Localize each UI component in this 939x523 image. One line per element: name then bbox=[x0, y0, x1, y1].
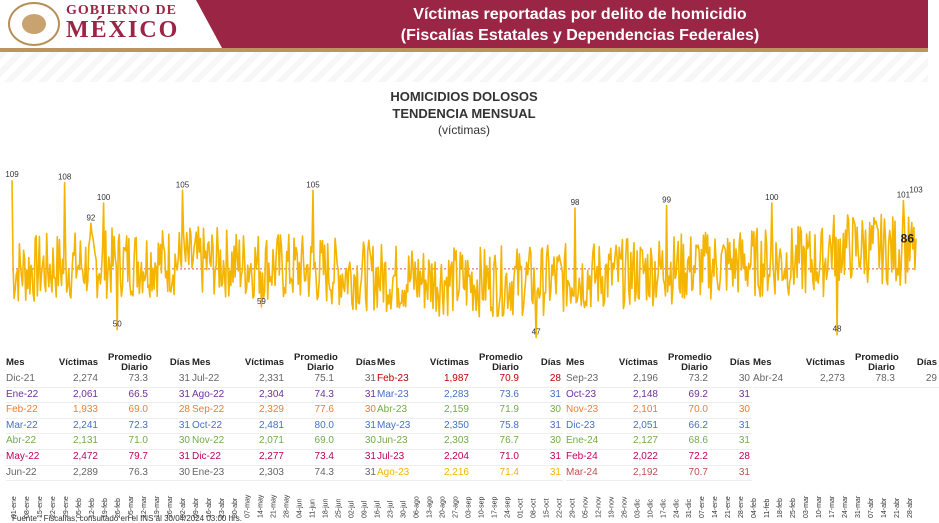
x-tick-label: 24-mar bbox=[842, 495, 850, 518]
cell-promedio: 78.3 bbox=[875, 373, 895, 384]
cell-promedio: 79.7 bbox=[128, 450, 148, 462]
cell-victimas: 2,481 bbox=[258, 419, 284, 431]
cell-victimas: 2,216 bbox=[443, 466, 469, 478]
header-victimas: Víctimas bbox=[805, 357, 845, 368]
cell-promedio: 77.6 bbox=[314, 404, 334, 416]
cell-promedio: 72.3 bbox=[128, 419, 148, 431]
source-footnote: Fuente : Fiscalías, consultado en el INS al 30/04/2024 03:00 hrs. bbox=[12, 514, 242, 523]
table-row bbox=[377, 466, 563, 482]
x-tick-label: 22-oct bbox=[556, 498, 564, 518]
cell-victimas: 2,061 bbox=[72, 388, 98, 400]
table-row bbox=[566, 466, 752, 482]
cell-mes: May-23 bbox=[377, 419, 411, 431]
x-tick-label: 03-dic bbox=[634, 498, 642, 518]
cell-promedio: 70.9 bbox=[499, 373, 519, 384]
cell-victimas: 1,987 bbox=[443, 373, 469, 384]
header-mes: Mes bbox=[6, 357, 25, 368]
cell-promedio: 66.5 bbox=[128, 388, 148, 400]
table-row bbox=[6, 403, 192, 419]
table-row bbox=[6, 388, 192, 404]
cell-mes: Ago-23 bbox=[377, 466, 410, 478]
header-dias: Días bbox=[540, 357, 561, 368]
cell-mes: Feb-22 bbox=[6, 404, 38, 416]
header-promedio: Promedio Diario bbox=[294, 352, 338, 373]
cell-promedio: 69.0 bbox=[314, 435, 334, 447]
x-tick-label: 06-ago bbox=[413, 496, 421, 518]
x-tick-label: 05-nov bbox=[582, 496, 590, 518]
cell-mes: Abr-23 bbox=[377, 404, 408, 416]
table-row bbox=[6, 372, 192, 388]
table-row bbox=[192, 419, 378, 435]
cell-mes: Mar-24 bbox=[566, 466, 598, 478]
x-tick-label: 13-ago bbox=[426, 496, 434, 518]
cell-dias: 31 bbox=[549, 450, 561, 462]
table-row bbox=[566, 388, 752, 404]
cell-victimas: 2,331 bbox=[258, 373, 284, 384]
x-tick-label: 26-feb bbox=[114, 498, 122, 518]
x-tick-label: 14-ene bbox=[712, 496, 720, 518]
cell-victimas: 2,277 bbox=[258, 450, 284, 462]
x-tick-label: 10-dic bbox=[647, 498, 655, 518]
cell-dias: 31 bbox=[738, 388, 750, 400]
cell-victimas: 1,933 bbox=[72, 404, 98, 416]
cell-mes: Jul-22 bbox=[192, 373, 220, 384]
table-header bbox=[753, 353, 939, 372]
cell-promedio: 71.9 bbox=[499, 404, 519, 416]
cell-victimas: 2,051 bbox=[632, 419, 658, 431]
cell-promedio: 74.3 bbox=[314, 466, 334, 478]
cell-dias: 30 bbox=[738, 373, 750, 384]
cell-dias: 30 bbox=[549, 404, 561, 416]
x-tick-label: 21-may bbox=[270, 494, 278, 518]
x-tick-label: 19-mar bbox=[153, 495, 161, 518]
table-row bbox=[377, 419, 563, 435]
header-dias: Días bbox=[355, 357, 376, 368]
cell-victimas: 2,289 bbox=[72, 466, 98, 478]
x-tick-label: 12-mar bbox=[140, 495, 148, 518]
header-promedio: Promedio Diario bbox=[668, 352, 712, 373]
cell-promedio: 73.2 bbox=[688, 373, 708, 384]
header-mes: Mes bbox=[753, 357, 772, 368]
cell-dias: 31 bbox=[549, 466, 561, 478]
x-tick-label: 09-abr bbox=[192, 497, 200, 518]
x-tick-label: 26-mar bbox=[166, 495, 174, 518]
x-tick-label: 30-abr bbox=[231, 497, 239, 518]
header-mes: Mes bbox=[566, 357, 585, 368]
x-tick-label: 05-mar bbox=[127, 495, 135, 518]
x-tick-label: 28-may bbox=[283, 494, 291, 518]
cell-dias: 28 bbox=[549, 373, 561, 384]
table-row bbox=[566, 434, 752, 450]
cell-mes: Mar-22 bbox=[6, 419, 38, 431]
cell-mes: Ene-22 bbox=[6, 388, 39, 400]
x-tick-label: 31-dic bbox=[686, 498, 694, 518]
cell-victimas: 2,303 bbox=[258, 466, 284, 478]
cell-promedio: 74.3 bbox=[314, 388, 334, 400]
x-tick-label: 09-jul bbox=[361, 500, 369, 518]
cell-victimas: 2,241 bbox=[72, 419, 98, 431]
x-tick-label: 03-sep bbox=[465, 496, 473, 518]
table-header bbox=[377, 353, 563, 372]
x-tick-label: 15-ene bbox=[36, 496, 44, 518]
x-tick-label: 05-feb bbox=[75, 498, 83, 518]
cell-victimas: 2,283 bbox=[443, 388, 469, 400]
month-table bbox=[566, 353, 752, 481]
table-row bbox=[377, 434, 563, 450]
x-tick-label: 12-feb bbox=[88, 498, 96, 518]
table-row bbox=[566, 450, 752, 466]
table-row bbox=[566, 419, 752, 435]
cell-mes: May-22 bbox=[6, 450, 40, 462]
page-title-line2: (Fiscalías Estatales y Dependencias Federales) bbox=[400, 27, 760, 44]
series-line bbox=[12, 180, 916, 337]
table-row bbox=[6, 466, 192, 482]
cell-dias: 30 bbox=[178, 466, 190, 478]
header-victimas: Víctimas bbox=[244, 357, 284, 368]
cell-dias: 31 bbox=[738, 419, 750, 431]
x-tick-label: 22-ene bbox=[49, 496, 57, 518]
header-dias: Días bbox=[729, 357, 750, 368]
x-tick-label: 02-jul bbox=[348, 500, 356, 518]
cell-dias: 30 bbox=[364, 404, 376, 416]
data-label: 98 bbox=[570, 198, 580, 208]
x-tick-label: 28-ene bbox=[738, 496, 746, 518]
cell-dias: 31 bbox=[364, 450, 376, 462]
data-label: 47 bbox=[531, 327, 541, 337]
x-tick-label: 26-nov bbox=[621, 496, 629, 518]
cell-promedio: 68.6 bbox=[688, 435, 708, 447]
x-tick-label: 24-dic bbox=[673, 498, 681, 518]
cell-mes: Sep-23 bbox=[566, 373, 599, 384]
x-tick-label: 14-abr bbox=[881, 497, 889, 518]
table-row bbox=[377, 450, 563, 466]
chart-title: HOMICIDIOS DOLOSOS bbox=[390, 89, 538, 104]
cell-dias: 31 bbox=[364, 388, 376, 400]
cell-mes: Feb-24 bbox=[566, 450, 598, 462]
end-value-label: 86 bbox=[900, 231, 914, 246]
x-tick-label: 15-oct bbox=[543, 498, 551, 518]
x-tick-label: 23-jul bbox=[387, 500, 395, 518]
cell-victimas: 2,071 bbox=[258, 435, 284, 447]
cell-dias: 28 bbox=[738, 450, 750, 462]
cell-promedio: 76.7 bbox=[499, 435, 519, 447]
table-row bbox=[192, 388, 378, 404]
cell-victimas: 2,204 bbox=[443, 450, 469, 462]
logo-line1: GOBIERNO DE bbox=[66, 3, 177, 18]
month-table bbox=[6, 353, 192, 481]
chart-subtitle: TENDENCIA MENSUAL bbox=[392, 106, 536, 121]
cell-victimas: 2,273 bbox=[819, 373, 845, 384]
table-row bbox=[192, 450, 378, 466]
data-label: 92 bbox=[86, 213, 96, 223]
cell-mes: Mar-23 bbox=[377, 388, 409, 400]
x-tick-label: 11-jun bbox=[309, 499, 317, 518]
data-label: 105 bbox=[306, 180, 320, 190]
cell-mes: Jul-23 bbox=[377, 450, 405, 462]
data-label: 50 bbox=[112, 319, 122, 329]
header-victimas: Víctimas bbox=[58, 357, 98, 368]
header-mes: Mes bbox=[377, 357, 396, 368]
x-tick-label: 12-nov bbox=[595, 496, 603, 518]
table-header bbox=[192, 353, 378, 372]
cell-mes: Oct-22 bbox=[192, 419, 223, 431]
cell-mes: Dic-21 bbox=[6, 373, 35, 384]
cell-promedio: 71.0 bbox=[128, 435, 148, 447]
cell-mes: Nov-23 bbox=[566, 404, 599, 416]
cell-promedio: 73.3 bbox=[128, 373, 148, 384]
x-tick-label: 10-mar bbox=[816, 495, 824, 518]
header-victimas: Víctimas bbox=[618, 357, 658, 368]
cell-victimas: 2,274 bbox=[72, 373, 98, 384]
data-label: 48 bbox=[832, 324, 842, 334]
x-tick-label: 04-jun bbox=[296, 498, 304, 518]
header-dias: Días bbox=[916, 357, 937, 368]
x-tick-label: 19-feb bbox=[101, 498, 109, 518]
chart-unit: (víctimas) bbox=[438, 123, 490, 137]
data-label: 100 bbox=[96, 193, 111, 202]
x-tick-label: 07-ene bbox=[699, 496, 707, 518]
cell-dias: 31 bbox=[178, 419, 190, 431]
x-tick-label: 30-jul bbox=[400, 500, 408, 518]
x-tick-label: 08-ene bbox=[23, 496, 31, 518]
cell-mes: Abr-22 bbox=[6, 435, 37, 447]
table-row bbox=[6, 434, 192, 450]
cell-dias: 31 bbox=[364, 466, 376, 478]
table-row bbox=[192, 434, 378, 450]
cell-dias: 30 bbox=[178, 435, 190, 447]
table-row bbox=[566, 372, 752, 388]
cell-promedio: 76.3 bbox=[128, 466, 148, 478]
page-title-line1: Víctimas reportadas por delito de homicidio bbox=[413, 6, 747, 23]
x-tick-label: 25-jun bbox=[335, 498, 343, 518]
cell-mes: Sep-22 bbox=[192, 404, 225, 416]
cell-promedio: 72.2 bbox=[688, 450, 708, 462]
x-tick-label: 29-oct bbox=[569, 498, 577, 518]
cell-promedio: 70.0 bbox=[688, 404, 708, 416]
cell-promedio: 69.0 bbox=[128, 404, 148, 416]
x-tick-label: 07-abr bbox=[868, 497, 876, 518]
cell-dias: 31 bbox=[364, 373, 376, 384]
cell-promedio: 70.7 bbox=[688, 466, 708, 478]
cell-victimas: 2,101 bbox=[632, 404, 658, 416]
cell-promedio: 71.4 bbox=[499, 466, 519, 478]
x-tick-label: 02-abr bbox=[179, 497, 187, 518]
cell-mes: Abr-24 bbox=[753, 373, 784, 384]
table-row bbox=[377, 372, 563, 388]
cell-dias: 29 bbox=[925, 373, 937, 384]
x-tick-label: 16-jul bbox=[374, 500, 382, 518]
cell-dias: 30 bbox=[549, 435, 561, 447]
x-tick-label: 20-ago bbox=[439, 496, 447, 518]
cell-victimas: 2,472 bbox=[72, 450, 98, 462]
table-row bbox=[753, 372, 939, 388]
cell-victimas: 2,159 bbox=[443, 404, 469, 416]
x-tick-label: 17-dic bbox=[660, 498, 668, 518]
cell-dias: 31 bbox=[738, 466, 750, 478]
x-tick-label: 29-ene bbox=[62, 496, 70, 518]
x-tick-label: 28-abr bbox=[907, 497, 914, 518]
x-tick-label: 01-ene bbox=[11, 496, 18, 518]
cell-mes: Ene-24 bbox=[566, 435, 599, 447]
data-label: 109 bbox=[5, 170, 19, 180]
cell-dias: 31 bbox=[738, 435, 750, 447]
cell-dias: 31 bbox=[178, 450, 190, 462]
header-dias: Días bbox=[169, 357, 190, 368]
x-tick-label: 14-may bbox=[257, 494, 265, 518]
cell-mes: Nov-22 bbox=[192, 435, 225, 447]
x-tick-label: 16-abr bbox=[205, 497, 213, 518]
x-tick-label: 03-mar bbox=[803, 495, 811, 518]
x-tick-label: 18-feb bbox=[777, 498, 785, 518]
x-tick-label: 17-sep bbox=[491, 496, 499, 518]
cell-victimas: 2,192 bbox=[632, 466, 658, 478]
x-tick-label: 10-sep bbox=[478, 496, 486, 518]
x-tick-label: 11-feb bbox=[764, 498, 772, 518]
table-row bbox=[192, 466, 378, 482]
header-promedio: Promedio Diario bbox=[108, 352, 152, 373]
data-label: 100 bbox=[765, 193, 779, 202]
table-row bbox=[6, 419, 192, 435]
cell-victimas: 2,022 bbox=[632, 450, 658, 462]
x-tick-label: 19-nov bbox=[608, 496, 616, 518]
x-tick-label: 08-oct bbox=[530, 498, 538, 518]
cell-mes: Dic-23 bbox=[566, 419, 595, 431]
cell-promedio: 75.8 bbox=[499, 419, 519, 431]
table-row bbox=[377, 388, 563, 404]
x-tick-label: 18-jun bbox=[322, 498, 330, 518]
cell-victimas: 2,303 bbox=[443, 435, 469, 447]
x-tick-label: 25-feb bbox=[790, 498, 798, 518]
cell-promedio: 69.2 bbox=[688, 388, 708, 400]
header-mes: Mes bbox=[192, 357, 211, 368]
cell-dias: 31 bbox=[364, 419, 376, 431]
cell-dias: 31 bbox=[549, 419, 561, 431]
table-header bbox=[566, 353, 752, 372]
table-row bbox=[192, 403, 378, 419]
cell-mes: Ago-22 bbox=[192, 388, 225, 400]
cell-promedio: 71.0 bbox=[499, 450, 519, 462]
cell-mes: Jun-23 bbox=[377, 435, 408, 447]
x-tick-label: 07-may bbox=[244, 494, 252, 518]
x-tick-label: 24-sep bbox=[504, 496, 512, 518]
data-label: 103 bbox=[909, 185, 923, 195]
cell-mes: Jun-22 bbox=[6, 466, 37, 478]
data-label: 59 bbox=[256, 296, 266, 306]
cell-victimas: 2,196 bbox=[632, 373, 658, 384]
x-tick-label: 04-feb bbox=[751, 498, 759, 518]
cell-victimas: 2,350 bbox=[443, 419, 469, 431]
cell-dias: 28 bbox=[178, 404, 190, 416]
cell-dias: 31 bbox=[178, 388, 190, 400]
cell-promedio: 73.4 bbox=[314, 450, 334, 462]
cell-victimas: 2,148 bbox=[632, 388, 658, 400]
logo-line2: MÉXICO bbox=[66, 17, 180, 43]
x-tick-label: 21-abr bbox=[894, 497, 902, 518]
x-tick-label: 27-ago bbox=[452, 496, 460, 518]
cell-promedio: 66.2 bbox=[688, 419, 708, 431]
data-label: 105 bbox=[175, 180, 190, 190]
cell-victimas: 2,304 bbox=[258, 388, 284, 400]
header-victimas: Víctimas bbox=[429, 357, 469, 368]
data-label: 108 bbox=[57, 172, 72, 182]
header-promedio: Promedio Diario bbox=[855, 352, 899, 373]
table-row bbox=[192, 372, 378, 388]
header-promedio: Promedio Diario bbox=[479, 352, 523, 373]
cell-dias: 30 bbox=[738, 404, 750, 416]
cell-mes: Oct-23 bbox=[566, 388, 597, 400]
cell-promedio: 80.0 bbox=[314, 419, 334, 431]
cell-victimas: 2,127 bbox=[632, 435, 658, 447]
x-tick-label: 23-abr bbox=[218, 497, 226, 518]
data-label: 101 bbox=[896, 190, 911, 200]
x-tick-label: 21-ene bbox=[725, 496, 733, 518]
month-table bbox=[377, 353, 563, 481]
cell-mes: Dic-22 bbox=[192, 450, 221, 462]
month-table bbox=[753, 353, 939, 388]
x-tick-label: 31-mar bbox=[855, 495, 863, 518]
x-tick-label: 17-mar bbox=[829, 495, 837, 518]
table-row bbox=[377, 403, 563, 419]
x-tick-label: 01-oct bbox=[517, 498, 525, 518]
cell-dias: 30 bbox=[364, 435, 376, 447]
cell-victimas: 2,329 bbox=[258, 404, 284, 416]
cell-promedio: 75.1 bbox=[314, 373, 334, 384]
data-label: 99 bbox=[662, 195, 672, 205]
table-row bbox=[6, 450, 192, 466]
cell-mes: Ene-23 bbox=[192, 466, 225, 478]
month-table bbox=[192, 353, 378, 481]
table-row bbox=[566, 403, 752, 419]
cell-dias: 31 bbox=[549, 388, 561, 400]
cell-mes: Feb-23 bbox=[377, 373, 409, 384]
table-header bbox=[6, 353, 192, 372]
cell-dias: 31 bbox=[178, 373, 190, 384]
cell-promedio: 73.6 bbox=[499, 388, 519, 400]
cell-victimas: 2,131 bbox=[72, 435, 98, 447]
